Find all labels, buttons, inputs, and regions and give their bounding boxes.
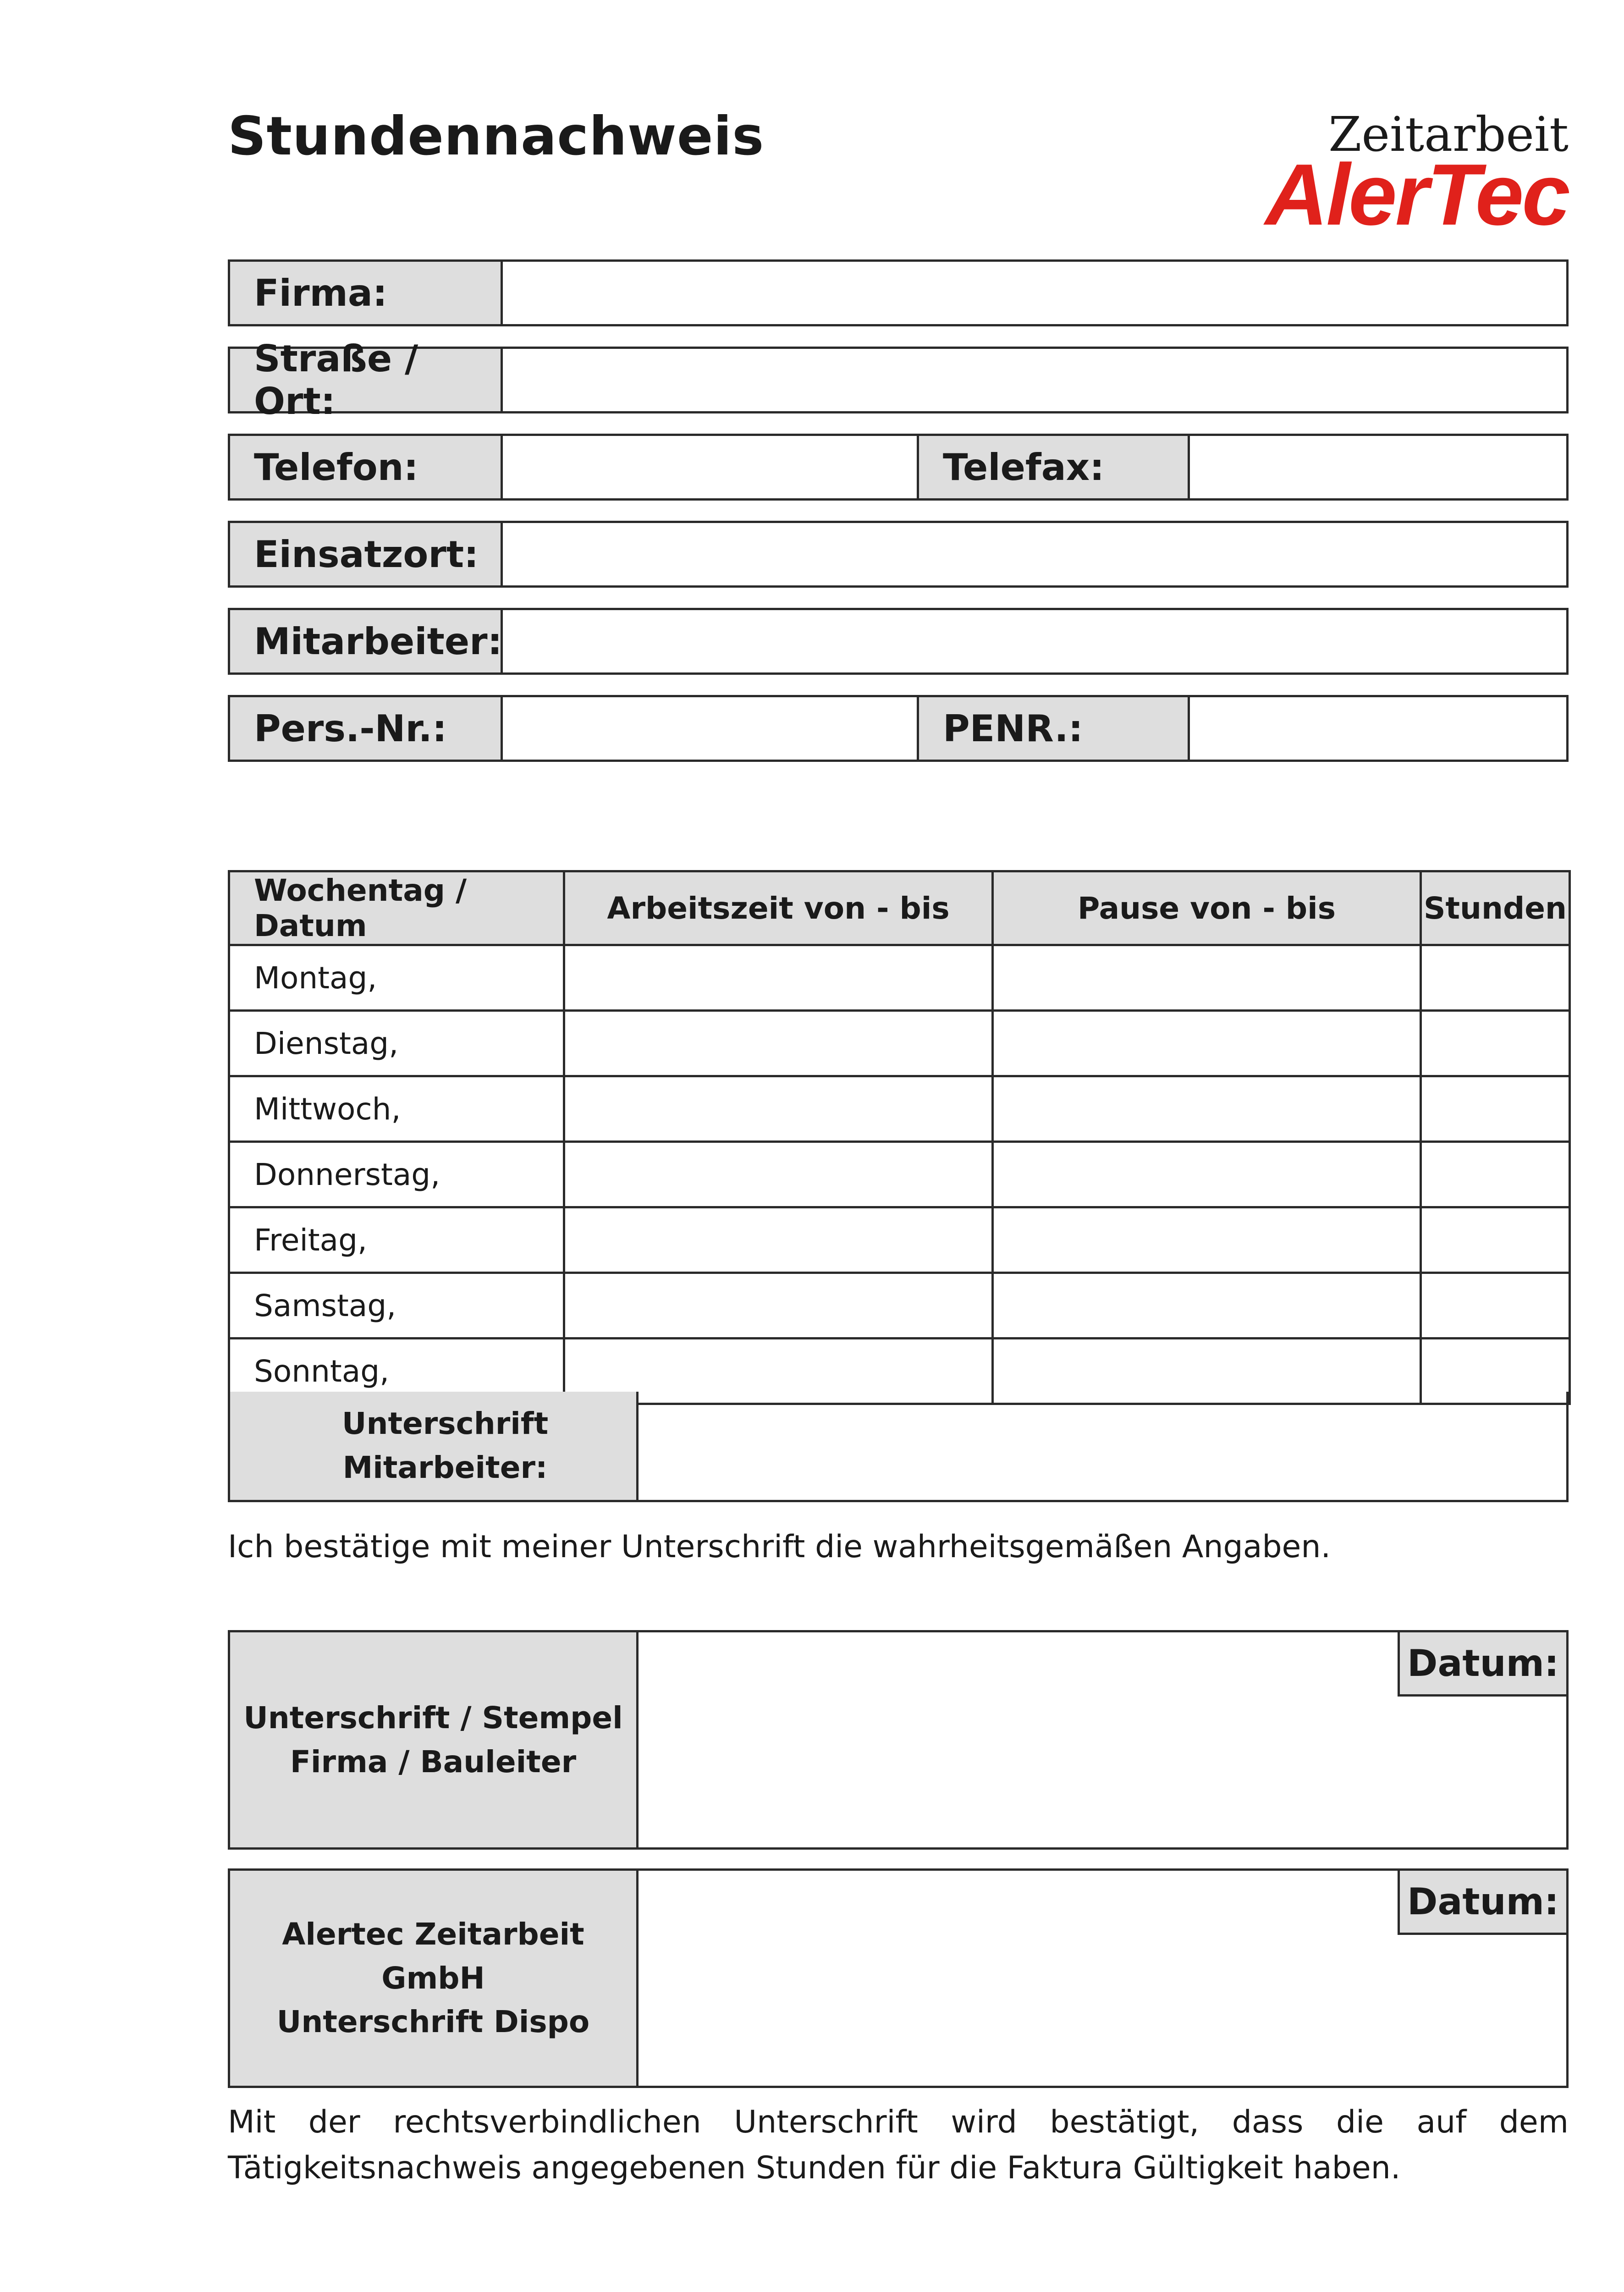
timesheet-table (228, 870, 1571, 1405)
employee-signature-row (228, 1392, 1569, 1502)
firma-row (228, 259, 1569, 326)
hours-cell[interactable] (1421, 1011, 1570, 1076)
worktime-cell[interactable] (564, 1011, 993, 1076)
firma-label: Firma: (230, 262, 503, 324)
worktime-cell[interactable] (564, 945, 993, 1011)
penr-field[interactable] (1190, 697, 1566, 760)
col-header-worktime: Arbeitszeit von - bis (564, 871, 993, 945)
strasse-field[interactable] (503, 349, 1566, 411)
table-row (229, 1076, 1570, 1142)
telefon-row (228, 434, 1569, 501)
table-row (229, 1011, 1570, 1076)
logo-subtitle: Zeitarbeit (1328, 106, 1569, 162)
einsatzort-label: Einsatzort: (230, 523, 503, 585)
day-cell[interactable]: Montag, (229, 945, 564, 1011)
day-cell[interactable]: Sonntag, (229, 1339, 564, 1404)
break-cell[interactable] (993, 1011, 1421, 1076)
hours-cell[interactable] (1421, 1142, 1570, 1207)
worktime-cell[interactable] (564, 1207, 993, 1273)
strasse-label: Straße / Ort: (230, 349, 503, 411)
strasse-row (228, 337, 1569, 423)
col-header-break: Pause von - bis (993, 871, 1421, 945)
confirmation-text: Ich bestätige mit meiner Unterschrift die wahrheitsgemäßen Angaben. (228, 1529, 1331, 1565)
day-cell[interactable]: Dienstag, (229, 1011, 564, 1076)
date-label: Datum: (1398, 1630, 1569, 1697)
date-label: Datum: (1398, 1868, 1569, 1935)
table-row (229, 1142, 1570, 1207)
telefax-field[interactable] (1190, 436, 1566, 498)
penr-label: PENR.: (917, 697, 1190, 760)
break-cell[interactable] (993, 1076, 1421, 1142)
table-row (229, 1273, 1570, 1339)
worktime-cell[interactable] (564, 1273, 993, 1339)
firma-field[interactable] (503, 262, 1566, 324)
hours-cell[interactable] (1421, 945, 1570, 1011)
worktime-cell[interactable] (564, 1076, 993, 1142)
company-logo: AlerTec (1265, 146, 1569, 243)
hours-cell[interactable] (1421, 1273, 1570, 1339)
telefax-label: Telefax: (917, 436, 1190, 498)
day-cell[interactable]: Mittwoch, (229, 1076, 564, 1142)
day-cell[interactable]: Freitag, (229, 1207, 564, 1273)
day-cell[interactable]: Samstag, (229, 1273, 564, 1339)
approval-dispo-label (230, 1871, 639, 2086)
footer-text-line1: Mit der rechtsverbindlichen Unterschrift wird bestätigt, dass die auf dem (228, 2104, 1569, 2140)
col-header-hours: Stunden (1421, 871, 1570, 945)
break-cell[interactable] (993, 945, 1421, 1011)
hours-cell[interactable] (1421, 1207, 1570, 1273)
persnr-label: Pers.-Nr.: (230, 697, 503, 760)
approval-dispo-row (228, 1868, 1569, 2088)
approval-firma-label (230, 1632, 639, 1847)
telefon-field[interactable] (503, 436, 917, 498)
worktime-cell[interactable] (564, 1142, 993, 1207)
telefon-label: Telefon: (230, 436, 503, 498)
col-header-weekday: Wochentag / Datum (229, 871, 564, 945)
approval-firma-row (228, 1630, 1569, 1850)
einsatzort-field[interactable] (503, 523, 1566, 585)
mitarbeiter-row (228, 608, 1569, 675)
break-cell[interactable] (993, 1273, 1421, 1339)
approval-firma-line1: Unterschrift / Stempel (243, 1700, 623, 1736)
employee-signature-field[interactable] (639, 1392, 1566, 1500)
persnr-field[interactable] (503, 697, 917, 760)
mitarbeiter-label: Mitarbeiter: (230, 610, 503, 672)
page-title: Stundennachweis (228, 105, 765, 167)
day-cell[interactable]: Donnerstag, (229, 1142, 564, 1207)
approval-firma-signature-field[interactable] (639, 1632, 1566, 1847)
mitarbeiter-field[interactable] (503, 610, 1566, 672)
table-header-row (229, 871, 1570, 945)
employee-signature-label: Unterschrift Mitarbeiter: (230, 1392, 639, 1500)
einsatzort-row (228, 521, 1569, 588)
approval-dispo-line1: Alertec Zeitarbeit GmbH (282, 1916, 584, 1996)
table-row (229, 945, 1570, 1011)
break-cell[interactable] (993, 1142, 1421, 1207)
approval-dispo-signature-field[interactable] (639, 1871, 1566, 2086)
hours-cell[interactable] (1421, 1076, 1570, 1142)
footer-text-line2: Tätigkeitsnachweis angegebenen Stunden für die Faktura Gültigkeit haben. (228, 2150, 1401, 2186)
persnr-row (228, 695, 1569, 762)
approval-firma-line2: Firma / Bauleiter (290, 1744, 577, 1780)
table-row (229, 1207, 1570, 1273)
approval-dispo-line2: Unterschrift Dispo (276, 2004, 590, 2040)
break-cell[interactable] (993, 1207, 1421, 1273)
